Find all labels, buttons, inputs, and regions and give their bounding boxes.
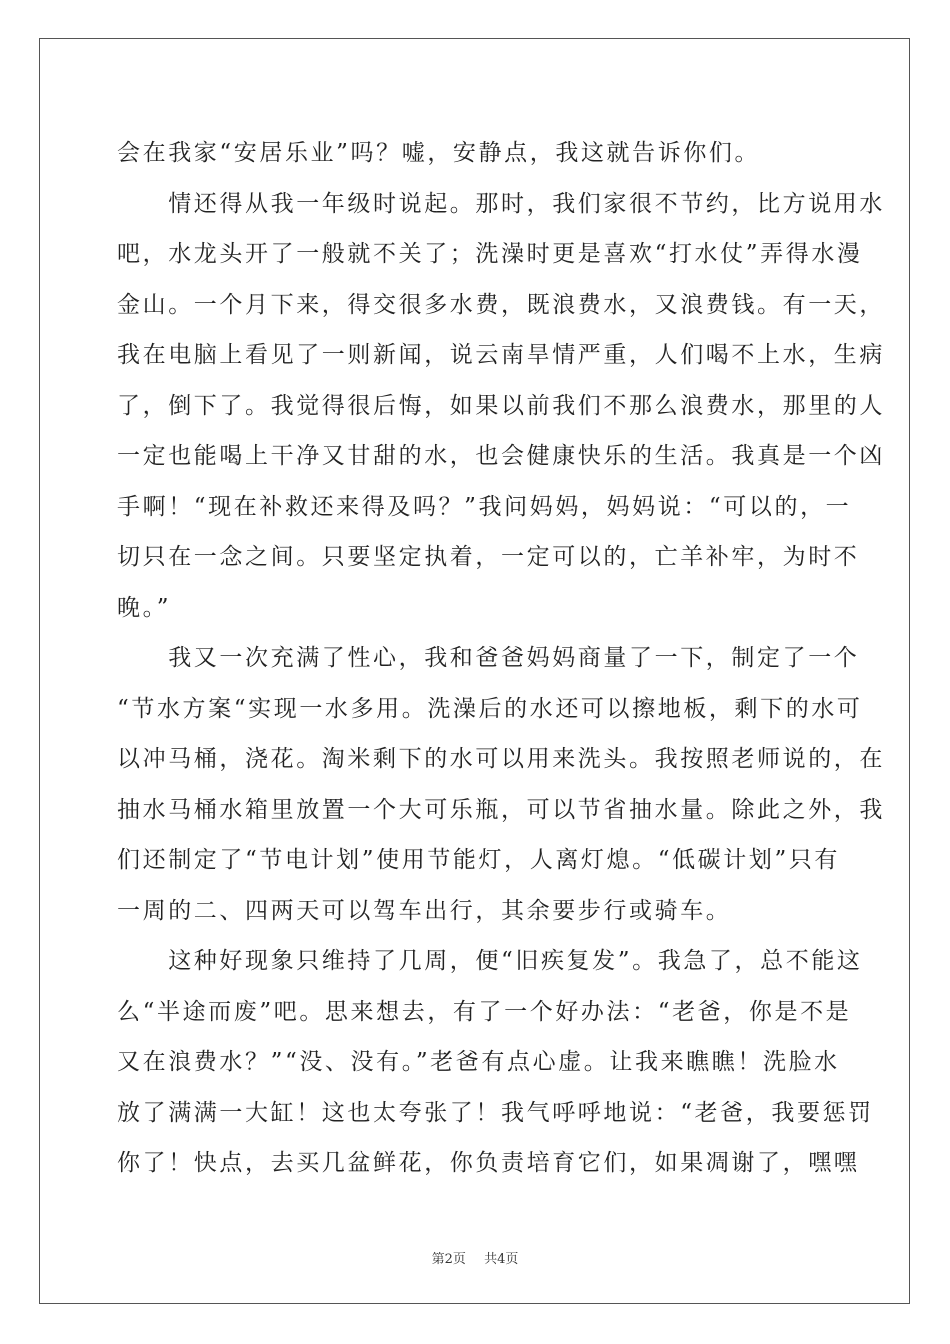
text-line: 晚。” xyxy=(117,594,172,621)
text-line: 手啊！“现在补救还来得及吗？”我问妈妈，妈妈说：“可以的，一 xyxy=(117,493,852,520)
text-line: 情还得从我一年级时说起。那时，我们家很不节约，比方说用水 xyxy=(117,190,885,217)
text-line: 又在浪费水？”“没、没有。”老爸有点心虚。让我来瞧瞧！洗脸水 xyxy=(117,1049,840,1075)
page-footer xyxy=(0,1248,950,1267)
text-line: 一定也能喝上干净又甘甜的水，也会健康快乐的生活。我真是一个凶 xyxy=(117,443,885,469)
text-line: 抽水马桶水箱里放置一个大可乐瓶，可以节省抽水量。除此之外，我 xyxy=(117,796,885,823)
text-line: 么“半途而废”吧。思来想去，有了一个好办法：“老爸，你是不是 xyxy=(117,998,852,1025)
text-line: 们还制定了“节电计划”使用节能灯，人离灯熄。“低碳计划”只有 xyxy=(117,847,841,873)
text-line: “节水方案“实现一水多用。洗澡后的水还可以擦地板，剩下的水可 xyxy=(117,695,863,722)
text-line: 你了！快点，去买几盆鲜花，你负责培育它们，如果凋谢了，嘿嘿 xyxy=(117,1150,860,1176)
text-line: 切只在一念之间。只要坚定执着，一定可以的，亡羊补牢，为时不 xyxy=(117,544,860,570)
page-number: 第2页 xyxy=(431,1252,466,1267)
page-total: 共4页 xyxy=(484,1252,519,1267)
text-line: 吧，水龙头开了一般就不关了；洗澡时更是喜欢“打水仗”弄得水漫 xyxy=(117,241,863,267)
text-line: 一周的二、四两天可以驾车出行，其余要步行或骑车。 xyxy=(117,897,732,924)
document-body xyxy=(117,128,885,1189)
text-line: 会在我家“安居乐业”吗？嘘，安静点，我这就告诉你们。 xyxy=(117,140,761,166)
text-line: 金山。一个月下来，得交很多水费，既浪费水，又浪费钱。有一天， xyxy=(117,291,885,318)
text-line: 了，倒下了。我觉得很后悔，如果以前我们不那么浪费水，那里的人 xyxy=(117,392,885,419)
text-line: 我又一次充满了性心，我和爸爸妈妈商量了一下，制定了一个 xyxy=(117,645,860,671)
text-line: 以冲马桶，浇花。淘米剩下的水可以用来洗头。我按照老师说的，在 xyxy=(117,746,885,772)
text-line: 我在电脑上看见了一则新闻，说云南旱情严重，人们喝不上水，生病 xyxy=(117,342,885,368)
text-line: 放了满满一大缸！这也太夸张了！我气呼呼地说：“老爸，我要惩罚 xyxy=(117,1099,874,1126)
text-line: 这种好现象只维持了几周，便“旧疾复发”。我急了，总不能这 xyxy=(117,948,863,974)
